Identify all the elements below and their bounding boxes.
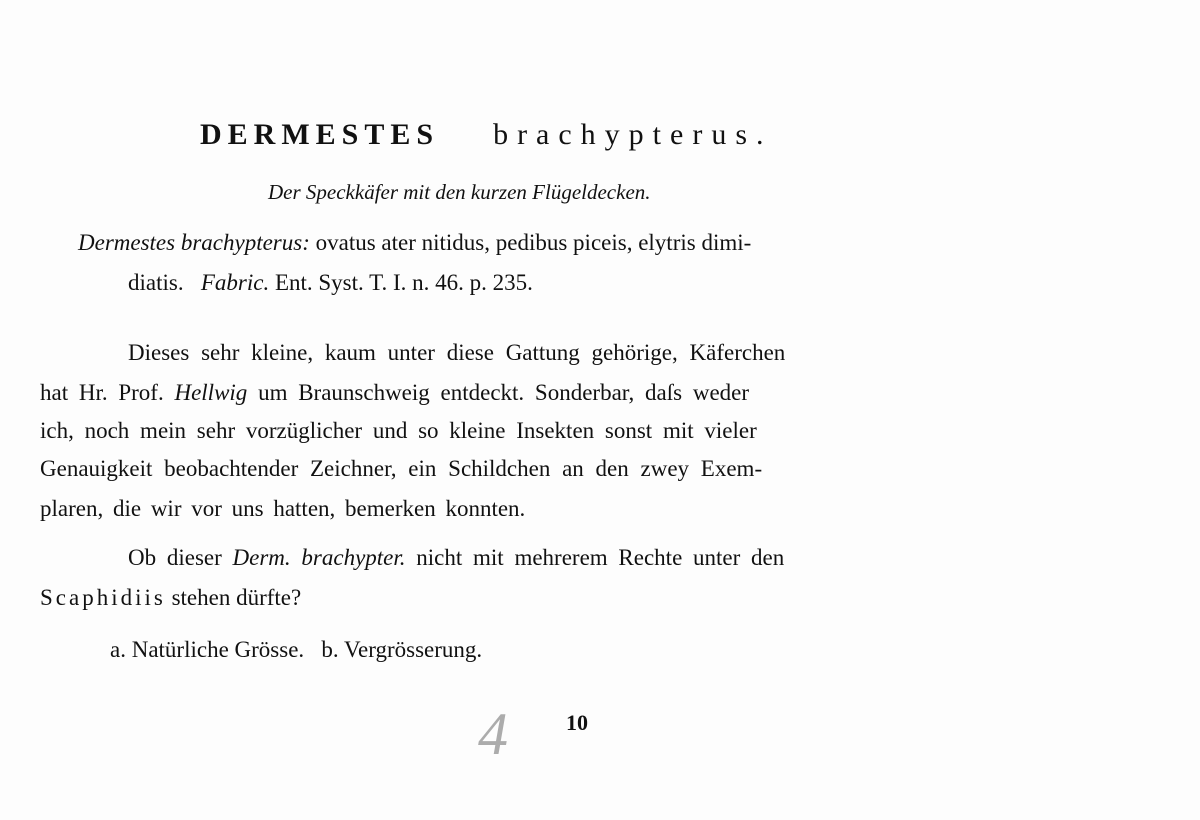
paragraph1-line-2 <box>40 380 749 406</box>
scaphidiis-name: Scaphidiis <box>40 585 166 610</box>
description-species-name: Dermestes brachypterus: <box>78 230 310 255</box>
reference-details: Ent. Syst. T. I. n. 46. p. 235. <box>274 270 533 295</box>
description-line-2 <box>128 270 533 296</box>
paragraph2-line-1 <box>128 545 784 571</box>
paragraph1-line-5: plaren, die wir vor uns hatten, bemerken konnten. <box>40 496 526 521</box>
paragraph1-line-1: Dieses sehr kleine, kaum unter diese Gattung gehörige, Käferchen <box>128 340 786 365</box>
description-text-2: diatis. <box>128 270 184 295</box>
species-name: brachypterus. <box>493 118 773 151</box>
description-line-1 <box>78 230 751 256</box>
genus-reference: Derm. brachypter. <box>232 545 406 570</box>
figure-caption: a. Natürliche Grösse. b. Vergrösserung. <box>110 637 483 662</box>
reference-author: Fabric. <box>200 270 270 295</box>
paragraph1-line-4: Genauigkeit beobachtender Zeichner, ein Schildchen an den zwey Exem- <box>40 456 763 481</box>
person-name: Hellwig <box>174 380 248 405</box>
common-name: Der Speckkäfer mit den kurzen Flügeldecken. <box>268 180 651 204</box>
paragraph2-line-2 <box>40 585 301 611</box>
paragraph2-line-2-end: stehen dürfte? <box>171 585 302 610</box>
paragraph2-line-1-end: nicht mit mehrerem Rechte unter den <box>416 545 785 570</box>
paragraph1-line-3: ich, noch mein sehr vorzüglicher und so kleine Insekten sonst mit vieler <box>40 418 757 443</box>
paragraph1-line-2-start: hat Hr. Prof. <box>40 380 164 405</box>
genus-name: DERMESTES <box>200 118 440 151</box>
paragraph1-line-2-end: um Braunschweig entdeckt. Sonderbar, daſs weder <box>258 380 750 405</box>
paragraph2-line-1-start: Ob dieser <box>128 545 222 570</box>
handwritten-mark: 4 <box>478 701 508 767</box>
page-number: 10 <box>566 710 588 735</box>
species-title <box>200 118 940 152</box>
description-text-1: ovatus ater nitidus, pedibus piceis, elytris dimi- <box>315 230 752 255</box>
